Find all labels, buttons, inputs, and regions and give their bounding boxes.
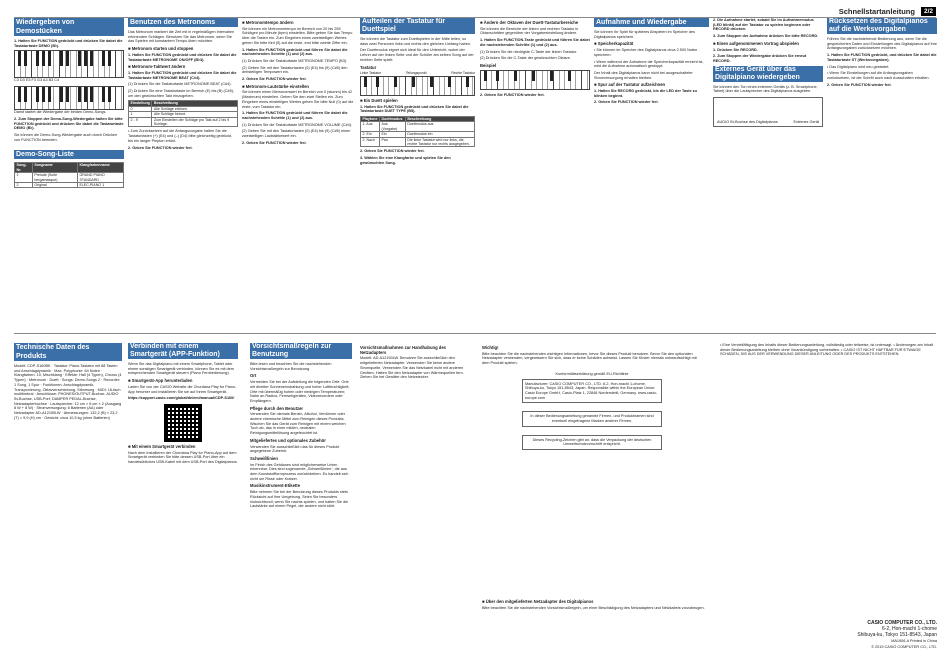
reset-text-1: Führen Sie die nachstehende Bedienung aus, wenn Sie die gespeicherten Daten und Einstellungen des Digitalpianos auf ihre Anfangsvorgaben zurücksetzen möchten. [827,37,937,51]
duet-text-2: Der Duettmodus eignet sich ideal für den Unterricht, wobei der Lehrer auf der linken Seite und der Schüler am selben Song auf der rechten Seite spielt. [360,48,474,62]
keyboard-diagram-demo [14,50,124,78]
page-header [14,6,936,16]
table-header: Beschreibung [405,117,474,122]
tempo-text-4: (2) Geben Sie mit den Tastaturtasten (0) (E4) bis (9) (C#5) den dreistelligen Tempowert ein. [242,65,348,75]
demo-song-table [14,162,124,188]
metronome-start-step: 1. Halten Sie FUNCTION gedrückt und drücken Sie dabei die Tastaturtaste METRONOME ON/OFF (B♭3). [128,52,237,62]
tempo-text-3: (1) Drücken Sie die Tastaturtaste METRONOME TEMPO (B3). [242,58,348,63]
audio-in-label: AUDIO IN-Buchse des Digitalpianos [717,120,778,125]
adapter-note-heading: ■ Über den mitgelieferten Netzadapter des Digitalpianos [482,599,594,604]
section-heading-duet: Aufteilen der Tastatur für Duettspiel [360,18,475,34]
playback-step-3: 3. Zum Stoppen der Aufnahme drücken Sie bitte RECORD. [713,34,819,39]
right-keyboard-label: Rechte Tastatur [451,71,475,76]
section-heading-songlist: Demo-Song-Liste [14,150,124,159]
etiquette-subheading: Musikinstrument-Etikette [250,483,301,489]
smart-connect-subheading: ■ Mit einem Smartgerät verbinden [128,443,196,449]
important-text: Bitte beachten Sie die nachstehenden wichtigen Informationen, bevor Sie dieses Produkt benutzen. Bevor Sie den optionalen Netzadapter verwenden, vergewissern Sie sich, dass er keine Schäden aufweist. Lassen Sie Kinder niemals unbeaufsichtigt mit dem Produkt spielen. [482,351,697,366]
demo-note: Damit startet die Wiedergabe der beiden Demo-Songs. [14,110,107,115]
external-device-label: Externes Gerät [793,120,819,125]
manufacturer-box: Manufacturer: CASIO COMPUTER CO., LTD. 6-2, Hon-machi 1-chome, Shibuya-ku, Tokyo 151-8543, Japan. Responsible within the European Union: Casio Europe GmbH, Casio-Platz 1, 22848 Norderstedt, Germany. www.casio-europe.com [522,379,662,404]
table-header: Songname [32,163,77,173]
capacity-bullet-1: • Sie können im Speicher des Digitalpianos circa 2.500 Noten speichern. [594,48,698,57]
demo-step-2: 2. Zum Stoppen der Demo-Song-Wiedergabe halten Sie bitte FUNCTION gedrückt und drücken Sie dabei die Tastaturtaste DEMO (B♭). [14,116,124,131]
tempo-text-1: Sie können ein Metronomtempo im Bereich von 20 bis 255 Schlägen pro Minute (bpm) einstellen. Bitte geben Sie das Tempo über die Tasten ein. Zum Eingeben eines zweistelligen Wertes geben Sie bitte fünf (5) auf die erste, erst bitte zweite Ziffer ein. [242,26,353,45]
table-row: 2 Original ELEC.PIANO 1 [15,182,124,187]
metronome-release-step: 2. Geben Sie FUNCTION wieder frei. [128,145,193,150]
notice-bullets: • Eine Vervielfältigung des Inhalts dieser Bedienungsanleitung, vollständig oder teilweise, ist untersagt. • Änderungen am Inhalt dieser Bedienungsanleitung bleiben ohne Vorankündigung vorbehalten. • CASIO IST NICHT HAFTBAR FÜR ETWAIGE SCHÄDEN, DIE AUS DER VERWENDUNG DIESER ANLEITUNG ODER DES PRODUKTS ENTSTEHEN. [720,343,934,357]
metronome-beat-step: 1. Halten Sie FUNCTION gedrückt und drücken Sie dabei die Tastaturtaste METRONOME BEAT (C#4). [128,70,237,80]
metronome-intro: Das Metronom markiert die Zeit mit in regelmäßigen Intervallen ertönenden Schlägen. Benutzen Sie das Metronom, wenn Sie das Spielen mit konstantem Tempo üben möchten. [128,30,235,44]
spec-text: Modell: CDP-S160BK · Tastatur: Piano-Tastatur mit 88 Tasten und Anschlagdynamik · Max. Polyphonie: 64 Noten · Klangfarben: 10, Mischklang · Effekte: Hall (4 Typen), Chorus (4 Typen) · Metronom · Duett · Songs: Demo-Songs 2 · Recorder: 1 Song, 1 Spur · Funktionen: Anschlagdynamik, Transponierung, Oktavverschiebung, Stimmung · MIDI: 16-fach multitimbral · Anschlüsse: PHONES/OUTPUT-Buchse, AUDIO IN-Buchse, USB-Port, DAMPER PEDAL-Buchse, Netzadapterbuchse · Lautsprecher: 12 cm × 6 cm × 2 (Ausgang 8 W + 8 W) · Stromversorgung: 6 Batterien (AA) oder Netzadapter AD-A12150LW · Abmessungen: 132,2 (B) × 23,2 (T) × 9,9 (H) cm · Gewicht: circa 10,5 kg (ohne Batterien) [14,364,122,420]
table-row: 2. Nach Pan Die linke Tastatur wird nur links, die rechte Tastatur nur rechts ausgegeben. [361,137,475,147]
table-row: 1. Aus Aus (Vorgabe) Duettmodus aus [361,122,475,132]
smart-download-subheading: ■ Smartgerät-App herunterladen [128,378,193,384]
playback-step-4: 1. Drücken Sie RECORD. [713,47,758,52]
external-text: Sie können den Ton eines externen Geräts (z. B. Smartphone, Tablet) über die Lautsprecher des Digitalpianos ausgeben. [713,84,818,94]
smart-text-2: Laden Sie von der CASIO Website die Chordana Play for Piano-App herunter und installieren Sie sie auf Ihrem Smartgerät. [128,384,237,394]
section-heading-specs: Technische Daten des Produkts [14,343,122,361]
conformity-label: Konformitätserklärung gemäß EU-Richtlinie [555,371,629,376]
metronome-beat-substep-1: (1) Drücken Sie die Tastaturtaste METRONOME BEAT (C#4). [128,82,232,87]
etiquette-text: Bitte nehmen Sie bei der Benutzung dieses Produkts stets Rücksicht auf Ihre Umgebung. Seien Sie besonders rücksichtsvoll, wenn Sie nachts spielen, und halten Sie die Lautstärke auf einem Pegel, der andere nicht stört. [250,490,349,509]
column-important [482,343,702,593]
print-code: MA1906-A Printed in China [891,639,937,643]
demo-bullet: Sie können die Demo-Song-Wiedergabe auch durch Drücken von FUNCTION beenden. [14,132,118,142]
duet-text-1: Sie können die Tastatur zum Duettspielen in der Mitte teilen, so dass zwei Personen links und rechts den gleichen Umfang haben. [360,37,472,46]
playback-step-2: 2. Die Aufnahme startet, sobald Sie im Aufnahmemodus (LED blinkt) auf der Tastatur zu spielen beginnen oder RECORD drücken. [713,18,814,32]
octave-text-4: (2) Drücken Sie die C-Taste der gewünschten Oktave. [480,56,571,61]
split-point-label: Teilungspunkt [405,71,427,76]
column-adapter [360,343,472,663]
octave-text-2: 1. Halten Sie FUNCTION-Taste gedrückt und führen Sie dabei die nachstehenden Schritte (1) und (2) aus. [480,38,590,47]
beat-table [128,100,238,127]
volume-text-2: 1. Halten Sie FUNCTION gedrückt und führen Sie dabei die nachstehenden Schritte (1) und (2) aus. [242,111,348,120]
table-header: Klangfarbenname [78,163,124,173]
keyboard-note-labels: C3 D3 E3 F3 G3 A3 B3 C4 [14,78,60,83]
precautions-intro: Bitte lesen und beachten Sie die nachstehenden Vorsichtsmaßregeln zur Benutzung. [250,362,332,371]
weld-lines-text: Im Finish des Gehäuses sind möglicherweise Linien erkennbar. Dies sind sogenannte „Schweißlinien“, die aus dem Kunststoffformprozess zurückbleiben. Es handelt sich nicht um Risse oder Kratzer. [250,462,349,481]
keyboard-diagram-hand [14,86,124,110]
important-heading: Wichtig! [482,345,499,350]
page-title: Schnellstartanleitung [838,6,915,16]
care-subheading: Pflege durch den Benutzer [250,405,304,411]
duet-keyboard-label: Tastatur [360,64,377,70]
duet-play-subheading: ■ Ein Duett spielen [360,97,398,103]
company-name: CASIO COMPUTER CO., LTD. [867,620,937,626]
column-notice [720,343,937,463]
column-octave [480,18,590,318]
recycling-box: Dieses Recycling-Zeichen gibt an, dass die Verpackung der deutschen Umweltschutzvorschrift entspricht. [522,435,662,450]
section-heading-reset: Rücksetzen des Digitalpianos auf die Werksvorgaben [827,18,937,34]
section-heading-precautions: Vorsichtsmaßregeln zur Benutzung [250,343,352,359]
company-footer [770,620,937,665]
section-heading-metronome: Benutzen des Metronoms [128,18,238,27]
octave-text-5: 2. Geben Sie FUNCTION wieder frei. [480,92,545,97]
column-precautions [250,343,352,663]
volume-subheading: ■ Metronom-Lautstärke einstellen [242,83,309,89]
octave-subheading: ■ Ändern der Oktaven der Duett-Tastaturbereiche [480,20,579,25]
column-duet [360,18,475,318]
external-connection-diagram [713,97,823,127]
left-keyboard-label: Linke Tastatur [360,71,382,76]
metronome-beat-subheading: ■ Metronom-Taktwert ändern [128,64,186,70]
smart-text-1: Wenn Sie das Digitalpiano mit einem Smartphone, Tablet oder einem sonstigen Smartgerät verbinden, können Sie es mit dem entsprechenden Smartgerät steuern (Piano Fernbedienung). [128,362,234,376]
reset-step-2: 2. Geben Sie FUNCTION wieder frei. [827,82,892,87]
duet-keyboard-diagram [360,76,475,96]
tempo-text-5: 2. Geben Sie FUNCTION wieder frei. [242,77,307,82]
octave-text-1: Sie können die Bereiche der linken und rechten Tastatur in Oktavschritten gegenüber der Vorgabeeinstellung ändern. [480,26,579,36]
reset-bullet-1: • Das Digitalpiano wird neu gestartet. [827,64,890,69]
section-heading-external: Externes Gerät über das Digitalpiano wiedergeben [713,66,823,82]
table-row: 0 Alle Schläge ertönen. [129,106,238,111]
accessories-subheading: Mitgeliefertes und optionales Zubehör [250,437,326,443]
company-address-2: Shibuya-ku, Tokyo 151-8543, Japan [857,632,937,638]
column-playback [713,18,823,318]
column-specs [14,343,122,663]
care-text: Verwenden Sie niemals Benzin, Alkohol, Verdünner oder andere chemische Mittel zum Reinigen dieses Produkts. Wischen Sie das Gerät zum Reinigen mit einem weichen Tuch ab, das in einer milden, neutralen Reinigungsmittellösung angefeuchtet ist. [250,412,346,436]
playback-subheading: ■ Einen aufgenommenen Vortrag abspielen [713,40,799,46]
record-subheading: ■ Spur auf der Tastatur aufzeichnen [594,82,666,88]
column-recorder [594,18,709,318]
recorder-text-1: Sie können Ihr Spiel für späteres Abspielen im Speicher des Digitalpianos speichern. [594,30,695,39]
accessories-text: Verwenden Sie ausschließlich das für dieses Produkt angegebene Zubehör. [250,444,340,454]
adapter-note-text: Bitte beachten Sie die nachstehenden Vorsichtsmaßregeln, um einer Beschädigung des Netzadapters und Netzkabels vorzubeugen. [482,605,705,610]
table-row: 2. Ein Ein Duettmodus ein [361,132,475,137]
location-text: Vermeiden Sie bei der Aufstellung die folgenden Orte: Orte mit direkter Sonneneinstrahlung und hoher Luftfeuchtigkeit; Orte mit übermäßig hohen oder niedrigen Temperaturen; Nahe an Radios, Fernsehgeräten, Videorecordern oder Empfängern. [250,380,350,403]
table-row: 1 Alle Schläge betont. [129,112,238,117]
weld-lines-subheading: Schweißlinien [250,455,278,461]
adapter-note-section [482,597,722,642]
qr-code [164,404,202,442]
memory-note: Der Inhalt des Digitalpianos kann nicht bei ausgeschalteter Stromversorgung erhalten bleiben. [594,70,693,80]
column-metronome [128,18,238,318]
page-number-badge: 2/2 [921,7,936,16]
reset-step-1: 1. Halten Sie FUNCTION gedrückt, und drücken Sie dabei die Tastaturtaste ST (Werksvorgaben). [827,53,937,62]
location-subheading: Ort [250,373,257,379]
column-smart [128,343,238,663]
table-header: Einstellung [130,101,150,106]
volume-text-3: (1) Drücken Sie die Tastaturtaste METRONOME VOLUME (C#4). [242,122,353,127]
column-demo [14,18,124,318]
smart-text-3: Nach dem Installieren der Chordana Play for Piano-App auf dem Smartgerät verbinden Sie bitte dessen USB-Port über ein handelsübliches USB-Kabel mit dem USB-Port des Digitalpianos. [128,450,238,465]
duet-step-3: 3. Wählen Sie eine Klangfarbe und spielen Sie den gewünschten Song. [360,156,451,165]
table-header: Duettmodus [379,117,405,122]
tempo-text-2: 1. Halten Sie FUNCTION gedrückt und führen Sie dabei die nachstehenden Schritte (1) und (2) aus. [242,47,348,57]
section-heading-smart: Verbinden mit einem Smartgerät (APP-Funktion) [128,343,238,359]
octave-example-label: Beispiel [480,62,497,68]
metronome-beat-substep-2: (2) Drücken Sie eine Tastaturtaste im Bereich (E) bis (B) (C#5), um den gewünschten Takt einzugeben. [128,89,235,98]
smart-url[interactable]: https://support.casio.com/global/de/emi/manual/CDP-S160/ [128,396,235,401]
record-step-2: 2. Geben Sie FUNCTION wieder frei. [594,100,659,105]
company-address-1: 6-2, Hon-machi 1-chome [881,626,937,632]
section-heading-demo: Wiedergeben von Demostücken [14,18,124,36]
table-header: Beschreibung [152,101,238,106]
capacity-bullet-2: • Wenn während der Aufnahme die Speicherkapazität erreicht ist, wird die Aufnahme automatisch gestoppt. [594,59,704,69]
metronome-start-subheading: ■ Metronom starten und stoppen [128,46,194,52]
tempo-subheading: ■ Metronomtempo ändern [242,20,294,25]
column-tempo [242,18,354,318]
copyright: © 2019 CASIO COMPUTER CO., LTD. [871,645,937,649]
table-row: 1 Prelude (Suite bergamasque) GRAND PIANO STANDARD [15,173,124,183]
duet-step-2: 2. Geben Sie FUNCTION wieder frei. [360,149,425,154]
record-step-1: 1. Halten Sie RECORD gedrückt, bis die LED der Taste zu blinken beginnt. [594,89,697,98]
adapter-heading: Vorsichtsmaßnahmen zur Handhabung des Netzadapters [360,345,447,355]
volume-text-1: Sie können einen Metronomwert im Bereich von 0 (stumm) bis 42 (Maximum) einstellen. Geben Sie den zwei Stellen ein. Zum Eingeben eines einstelligen Wertes geben Sie bitte Null (0) auf die erste, vom Tastatur ein. [242,90,354,109]
table-row: 2 - 9 Zum Einstellen der Schläge pro Takt auf 2 bis 9 Schläge. [129,117,238,127]
demo-step-1: 1. Halten Sie FUNCTION gedrückt und drücken Sie dabei die Tastaturtaste DEMO (B♭). [14,39,123,48]
octave-text-3: (1) Drücken Sie die niedrigste C-Taste der linken Tastatur. [480,49,578,54]
volume-text-5: 2. Geben Sie FUNCTION wieder frei. [242,140,307,145]
column-reset [827,18,937,318]
table-header: Playtone [362,117,378,122]
octave-keyboard-diagram [480,70,590,90]
adapter-text: Modell: AD-A12150LW. Benutzen Sie ausschließlich den mitgelieferten Netzadapter. Verwenden Sie keine andere Stromquelle. Verwenden Sie das Netzkabel nicht mit anderen Geräten. Halten Sie den Netzadapter von Wärmequellen fern. Ziehen Sie bei Gewitter den Netzstecker. [360,356,464,380]
volume-text-4: (2) Geben Sie mit den Tastaturtasten (0) (E4) bis (9) (C#5) einen zweistelligen Lautstärkewert ein. [242,129,351,139]
reset-bullet-2: • Wenn Sie Einstellungen auf die Anfangsvorgaben zurücksetzen, ist der Schritt auch nach Ausschalten erhalten. [827,71,930,80]
metronome-reset-note: • Zum Zurücksetzen auf die Anfangsvorgabe halten Sie die Tastaturtasten (+) (E4) und (–) (D4) bitte gleichzeitig gedrückt, bis ein langer Piepton ertönt. [128,129,233,143]
middle-divider [14,333,936,334]
duet-mode-table [360,116,475,147]
capacity-subheading: ■ Speicherkapazität [594,41,634,47]
duet-step-1: 1. Halten Sie FUNCTION gedrückt und drücken Sie dabei die Tastaturtaste DUET TYPE (B5). [360,104,469,114]
playback-step-5: 2. Zum Stoppen der Wiedergabe drücken Sie erneut RECORD. [713,54,807,63]
section-heading-recorder: Aufnahme und Wiedergabe [594,18,709,27]
trademark-box: In dieser Bedienungsanleitung genannte Firmen- und Produktnamen sind eventuell eingetragene Marken anderer Firmen. [522,411,662,426]
table-header: Song-Nr. [15,163,33,173]
